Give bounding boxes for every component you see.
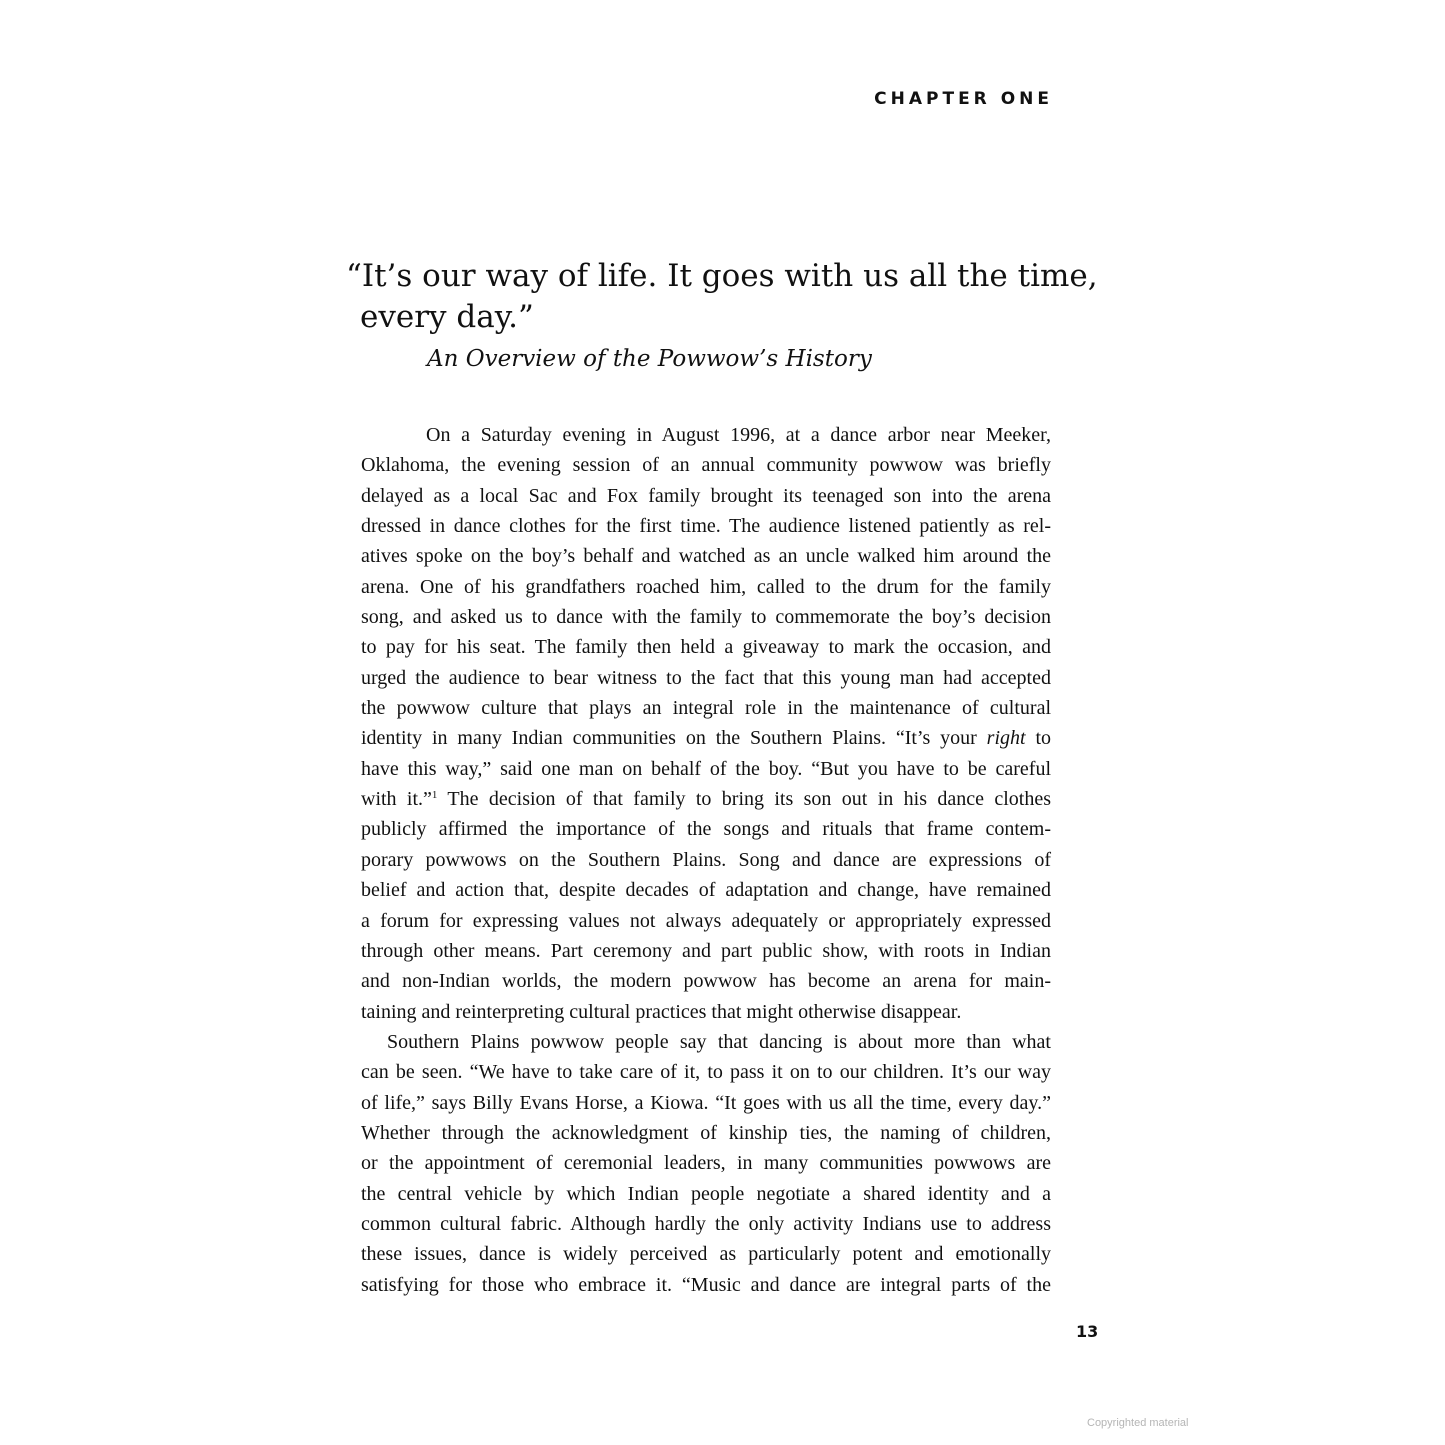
body-line: of life,” says Billy Evans Horse, a Kiowa. “It goes with us all the time, every day.” xyxy=(361,1091,1051,1114)
chapter-title-line: every day.” xyxy=(360,299,534,335)
body-line: taining and reinterpreting cultural practices that might otherwise disappear. xyxy=(361,1000,962,1023)
body-line: porary powwows on the Southern Plains. Song and dance are expressions of xyxy=(361,848,1051,871)
chapter-title xyxy=(346,256,1098,338)
body-line: these issues, dance is widely perceived as particularly potent and emotionally xyxy=(361,1243,1051,1266)
body-line: Oklahoma, the evening session of an annual community powwow was briefly xyxy=(361,454,1051,477)
body-line: arena. One of his grandfathers roached him, called to the drum for the family xyxy=(361,575,1051,598)
body-line: satisfying for those who embrace it. “Music and dance are integral parts of the xyxy=(361,1273,1051,1296)
body-line: can be seen. “We have to take care of it, to pass it on to our children. It’s our way xyxy=(361,1061,1051,1084)
emphasis-right: right xyxy=(986,727,1026,750)
body-line-start: with it.” xyxy=(361,788,432,811)
body-line: or the appointment of ceremonial leaders, in many communities powwows are xyxy=(361,1152,1051,1175)
chapter-subtitle: An Overview of the Powwow’s History xyxy=(427,346,872,372)
body-line: Whether through the acknowledgment of kinship ties, the naming of children, xyxy=(361,1121,1051,1144)
body-line-end: The decision of that family to bring its son out in his dance clothes xyxy=(437,788,1051,811)
body-line: have this way,” said one man on behalf of the boy. “But you have to be careful xyxy=(361,757,1051,780)
body-line-end: to xyxy=(1025,727,1051,750)
chapter-title-line: “It’s our way of life. It goes with us all the time, xyxy=(346,258,1098,294)
page-number: 13 xyxy=(1076,1322,1099,1341)
body-line: and non-Indian worlds, the modern powwow has become an arena for main- xyxy=(361,970,1051,993)
body-line: belief and action that, despite decades of adaptation and change, have remained xyxy=(361,879,1051,902)
body-line: dressed in dance clothes for the first time. The audience listened patiently as rel- xyxy=(361,515,1051,538)
chapter-label: CHAPTER ONE xyxy=(874,89,1053,109)
body-line: a forum for expressing values not always adequately or appropriately expressed xyxy=(361,909,1051,932)
body-line: through other means. Part ceremony and part public show, with roots in Indian xyxy=(361,939,1051,962)
body-line: the powwow culture that plays an integral role in the maintenance of cultural xyxy=(361,697,1051,720)
body-line: the central vehicle by which Indian people negotiate a shared identity and a xyxy=(361,1182,1051,1205)
body-line: publicly affirmed the importance of the songs and rituals that frame contem- xyxy=(361,818,1051,841)
body-line: song, and asked us to dance with the family to commemorate the boy’s decision xyxy=(361,606,1051,629)
body-line: atives spoke on the boy’s behalf and watched as an uncle walked him around the xyxy=(361,545,1051,568)
body-line: common cultural fabric. Although hardly the only activity Indians use to address xyxy=(361,1212,1051,1235)
body-line xyxy=(361,723,1051,753)
footnote-reference[interactable]: 1 xyxy=(431,789,438,802)
body-line: urged the audience to bear witness to the fact that this young man had accepted xyxy=(361,666,1051,689)
body-line: to pay for his seat. The family then held a giveaway to mark the occasion, and xyxy=(361,636,1051,659)
body-line: On a Saturday evening in August 1996, at a dance arbor near Meeker, xyxy=(426,424,1051,446)
body-text xyxy=(361,420,1051,1300)
body-line-start: identity in many Indian communities on the Southern Plains. “It’s your xyxy=(361,727,987,750)
copyright-watermark: Copyrighted material xyxy=(1087,1417,1189,1429)
body-line xyxy=(361,784,1051,814)
body-line: Southern Plains powwow people say that dancing is about more than what xyxy=(387,1030,1051,1053)
body-line: delayed as a local Sac and Fox family brought its teenaged son into the arena xyxy=(361,484,1051,507)
